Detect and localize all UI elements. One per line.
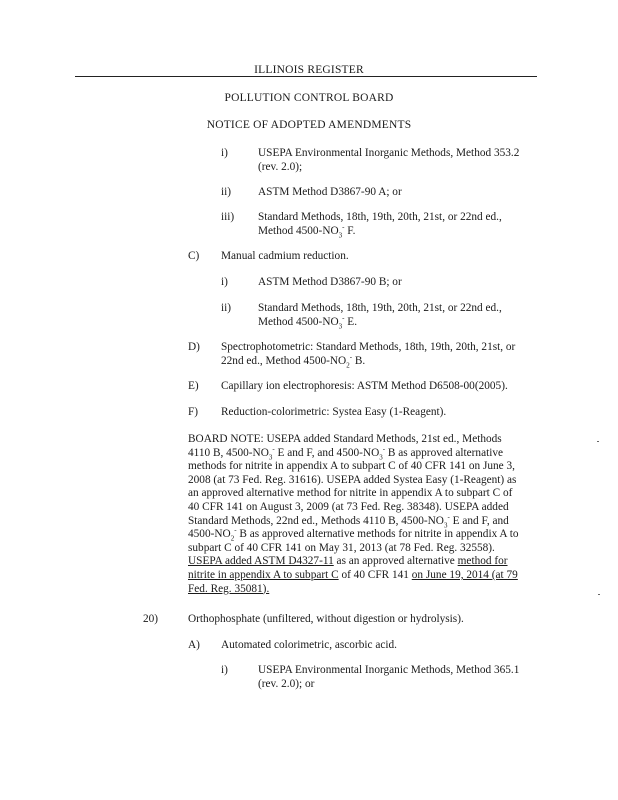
scan-speck bbox=[597, 441, 599, 442]
item-marker: ii) bbox=[221, 302, 232, 314]
item-text: USEPA Environmental Inorganic Methods, Method 365.1 bbox=[258, 664, 520, 676]
item-text: Standard Methods, 18th, 19th, 20th, 21st, or 22nd ed., bbox=[258, 302, 502, 314]
item-marker: i) bbox=[221, 664, 228, 676]
board-note: BOARD NOTE: USEPA added Standard Methods, 21st ed., Methods 4110 B, $4500-NO_3^-$ E and F, and $4500-NO_3^-$ B as approved alternative methods for nitrite in appendix A to subpart C of 40 CFR 141 on June 3, 2008 (at 73 Fed. Reg. 31616). USEPA added Systea Easy (1-Reagent) as an approved alternative method for nitrite in appendix A to subpart C of 40 CFR 141 on August 3, 2009 (at 73 Fed. Reg. 38348). USEPA added Standard Methods, 22nd ed., Methods 4110 B, $4500-NO_3^-$ E and F, and $4500-NO_2^-$ B as approved alternative methods for nitrite in appendix A to subpart C of 40 CFR 141 on May 31, 2013 (at 78 Fed. Reg. 32558). USEPA added ASTM D4327-11 as an approved alternative method for nitrite in appendix A to subpart C of 40 CFR 141 on June 19, 2014 (at 79 Fed. Reg. 35081). bbox=[188, 433, 608, 596]
section-text: 22nd ed., Method $4500-NO_2^-$ B. bbox=[221, 353, 366, 370]
item-text: Standard Methods, 18th, 19th, 20th, 21st, or 22nd ed., bbox=[258, 211, 502, 223]
item-text: Orthophosphate (unfiltered, without digestion or hydrolysis). bbox=[188, 613, 464, 625]
section-marker: E) bbox=[188, 380, 199, 392]
section-title: Automated colorimetric, ascorbic acid. bbox=[221, 639, 397, 651]
item-marker: i) bbox=[221, 276, 228, 288]
item-text: ASTM Method D3867-90 B; or bbox=[258, 276, 402, 288]
header-rule bbox=[75, 76, 537, 77]
section-marker: F) bbox=[188, 406, 199, 418]
board-title: POLLUTION CONTROL BOARD bbox=[224, 92, 394, 104]
item-marker: iii) bbox=[221, 211, 235, 223]
item-text: Method $4500-NO_3^-$ F. bbox=[258, 223, 356, 240]
item-text: Method $4500-NO_3^-$ E. bbox=[258, 314, 358, 331]
section-marker: C) bbox=[188, 250, 200, 262]
section-marker: D) bbox=[188, 341, 200, 353]
item-marker: ii) bbox=[221, 186, 232, 198]
item-text: ASTM Method D3867-90 A; or bbox=[258, 186, 402, 198]
item-marker: i) bbox=[221, 147, 228, 159]
amendment-insert: USEPA added ASTM D4327-11 bbox=[188, 555, 334, 568]
amendment-insert: nitrite in appendix A to subpart C bbox=[188, 568, 339, 581]
item-number: 20) bbox=[143, 613, 159, 625]
item-text: USEPA Environmental Inorganic Methods, Method 353.2 bbox=[258, 147, 520, 159]
section-text: Reduction-colorimetric: Systea Easy (1-Reagent). bbox=[221, 406, 447, 418]
register-title: ILLINOIS REGISTER bbox=[254, 64, 364, 76]
notice-title: NOTICE OF ADOPTED AMENDMENTS bbox=[206, 119, 412, 131]
section-marker: A) bbox=[188, 639, 200, 651]
item-text: (rev. 2.0); or bbox=[258, 678, 315, 690]
section-title: Manual cadmium reduction. bbox=[221, 250, 349, 262]
scan-speck bbox=[598, 594, 600, 595]
item-text: (rev. 2.0); bbox=[258, 161, 303, 173]
section-text: Spectrophotometric: Standard Methods, 18th, 19th, 20th, 21st, or bbox=[221, 341, 516, 353]
section-text: Capillary ion electrophoresis: ASTM Method D6508-00(2005). bbox=[221, 380, 508, 392]
amendment-insert: Fed. Reg. 35081). bbox=[188, 582, 270, 595]
amendment-insert: on June 19, 2014 (at 79 bbox=[411, 568, 518, 581]
amendment-insert: method for bbox=[457, 555, 508, 568]
